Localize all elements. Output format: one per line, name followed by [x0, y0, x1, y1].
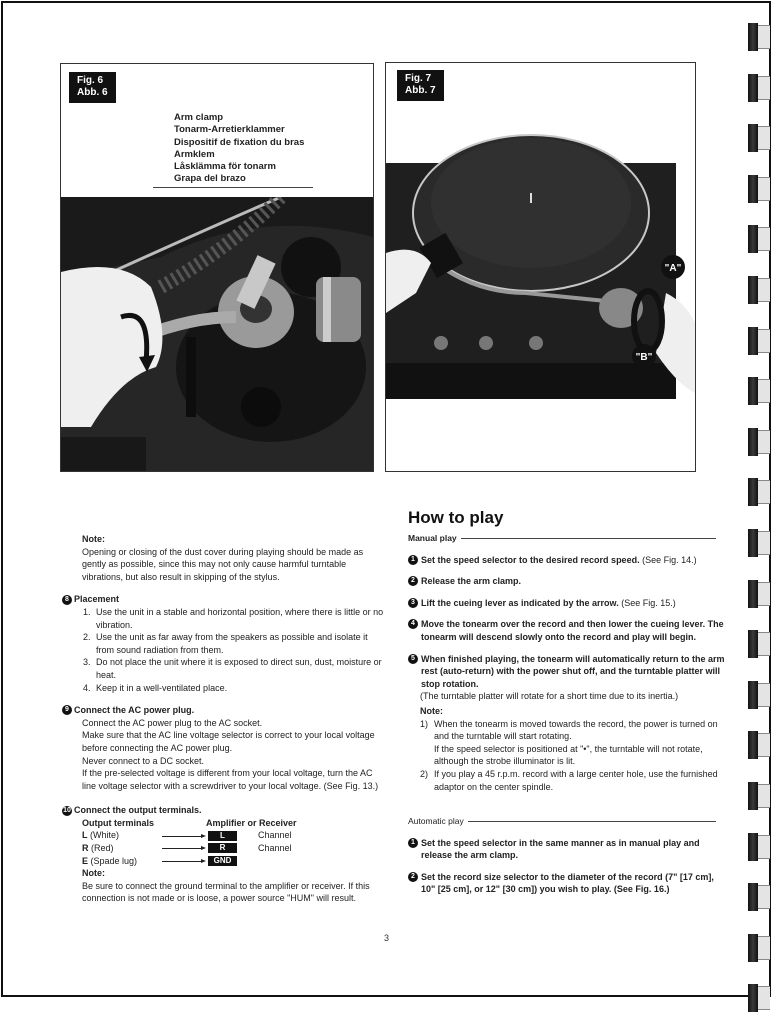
binding-ring	[748, 984, 770, 1012]
figure-7	[385, 62, 696, 472]
note-extra: If the speed selector is positioned at "•", the turntable will not rotate, although the strobe illuminator is lit.	[434, 743, 703, 767]
placement-item: 3. Do not place the unit where it is exposed to direct sun, dust, moisture or heat.	[93, 656, 386, 681]
step-text: Lift the cueing lever as indicated by the arrow.	[421, 597, 619, 608]
arm-clamp-callout	[174, 112, 304, 186]
header-output-terminals: Output terminals	[82, 817, 155, 828]
placement-item: 4. Keep it in a well-ventilated place.	[93, 682, 386, 695]
binding-ring	[748, 934, 770, 962]
binding-ring	[748, 276, 770, 304]
step-reference: (See Fig. 14.)	[639, 554, 697, 565]
binding-ring	[748, 883, 770, 911]
ground-note-label: Note:	[82, 868, 105, 879]
binding-ring	[748, 74, 770, 102]
binding-ring	[748, 327, 770, 355]
callout-label-en: Arm clamp	[174, 112, 224, 123]
step-text: Set the speed selector to the desired record speed.	[421, 554, 640, 565]
terminal-desc: (Spade lug)	[88, 855, 138, 866]
manual-step	[408, 653, 728, 691]
arrow-right-icon	[162, 856, 206, 866]
terminal-key: E	[82, 855, 89, 866]
binding-ring	[748, 782, 770, 810]
step-number-badge: 8	[62, 595, 72, 605]
page-number: 3	[384, 933, 390, 943]
step-text: When finished playing, the tonearm will automatically return to the arm rest (auto-return) with the power shut off, and the turntable platter will stop rotation.	[421, 653, 725, 689]
note-number: 2)	[420, 768, 429, 779]
terminal-row-right	[82, 842, 386, 855]
step-text: Move the tonearm over the record and then lower the cueing lever. The tonearm will descend slowly onto the record and play will begin.	[421, 619, 724, 642]
terminal-box: L	[208, 831, 237, 841]
dust-cover-note-text: Opening or closing of the dust cover during playing should be made as gently as possible, since this may not only cause harmful turntable vibrations, but also result in skipping of the stylus.	[82, 546, 364, 582]
right-column	[408, 508, 728, 896]
terminal-desc: (White)	[87, 830, 119, 841]
callout-label-nl: Armklem	[174, 148, 215, 160]
ac-power-line: Never connect to a DC socket.	[82, 755, 205, 766]
step-number-badge: 9	[62, 705, 72, 715]
marker-a-label: "A"	[664, 263, 682, 274]
dust-cover-note-label: Note:	[82, 534, 105, 544]
note-number: 1)	[420, 718, 429, 729]
header-amplifier: Amplifier or Receiver	[206, 817, 297, 828]
step-text: Set the record size selector to the diameter of the record (7" [17 cm], 10" [25 cm], or 12" [30 cm]) you wish to play. (See Fig. 16.)	[421, 871, 714, 895]
marker-b-label: "B"	[635, 352, 653, 363]
terminal-desc: (Red)	[88, 843, 114, 854]
terminal-box: R	[208, 843, 237, 853]
ac-power-line: Connect the AC power plug to the AC socket.	[82, 717, 263, 728]
figure-7-label-en: Fig. 7	[405, 73, 432, 84]
figure-6	[60, 63, 374, 472]
manual-play-heading	[408, 532, 728, 545]
placement-title: Placement	[74, 594, 120, 605]
arm-clamp-photo	[61, 197, 373, 471]
binding-ring	[748, 681, 770, 709]
ac-power-title: Connect the AC power plug.	[74, 705, 195, 716]
figure-7-label-de: Abb. 7	[405, 85, 436, 96]
arrow-right-icon	[162, 843, 206, 853]
turntable-photo	[386, 63, 695, 471]
output-terminals-title: Connect the output terminals.	[74, 805, 202, 816]
callout-label-sv: Låsklämma för tonarm	[174, 161, 276, 173]
terminal-box: GND	[208, 856, 237, 866]
output-terminals-heading	[62, 804, 386, 817]
how-to-play-title: How to play	[408, 508, 504, 527]
callout-label-es: Grapa del brazo	[174, 173, 246, 185]
placement-heading	[62, 593, 386, 606]
step-number-badge: 10	[63, 806, 71, 814]
spiral-binding	[744, 0, 774, 1000]
binding-ring	[748, 377, 770, 405]
placement-item: 1. Use the unit in a stable and horizontal position, where there is little or no vibration.	[93, 606, 386, 631]
note-text: When the tonearm is moved towards the record, the power is turned on and the turntable will start rotating.	[434, 718, 718, 742]
step-number-badge: 3	[408, 598, 418, 608]
step-text: Release the arm clamp.	[421, 576, 522, 587]
step-number-badge: 1	[408, 838, 418, 848]
automatic-step	[408, 837, 728, 862]
placement-item: 2. Use the unit as far away from the speakers as possible and isolate it from sound radiation from them.	[93, 631, 386, 656]
figure-6-label-de: Abb. 6	[77, 87, 108, 98]
binding-ring	[748, 124, 770, 152]
placement-list	[76, 606, 386, 694]
terminals-table	[82, 817, 386, 905]
terminal-key: L	[82, 830, 88, 841]
binding-ring	[748, 428, 770, 456]
binding-ring	[748, 580, 770, 608]
terminals-header-row	[82, 817, 386, 830]
heading-rule	[461, 538, 716, 539]
step-reference: (See Fig. 15.)	[618, 597, 676, 608]
automatic-step	[408, 871, 728, 896]
step-number-badge: 4	[408, 619, 418, 629]
manual-note-label: Note:	[420, 705, 443, 716]
arrow-right-icon	[162, 831, 206, 841]
terminal-row-ground	[82, 855, 386, 868]
figure-6-tag	[69, 72, 116, 103]
heading-rule	[468, 821, 716, 822]
manual-step	[408, 597, 728, 610]
manual-step	[408, 618, 728, 643]
terminal-key: R	[82, 843, 89, 854]
terminal-channel-label: Channel	[258, 830, 292, 841]
manual-step	[408, 575, 728, 588]
step-number-badge: 5	[408, 654, 418, 664]
terminal-row-left	[82, 829, 386, 842]
note-item	[420, 768, 728, 793]
manual-step	[408, 554, 728, 567]
figure-7-tag	[397, 70, 444, 101]
step-number-badge: 2	[408, 576, 418, 586]
callout-leader-line	[153, 187, 313, 188]
ground-note-text: Be sure to connect the ground terminal to the amplifier or receiver. If this connection is not made or is loose, a power source "HUM" will result.	[82, 880, 370, 904]
figure-6-label-en: Fig. 6	[77, 75, 104, 86]
terminal-channel-label: Channel	[258, 843, 292, 854]
ac-power-heading	[62, 704, 386, 717]
manual-play-label: Manual play	[408, 533, 457, 543]
binding-ring	[748, 225, 770, 253]
automatic-play-heading	[408, 815, 728, 828]
binding-ring	[748, 175, 770, 203]
step-text: Set the speed selector in the same manner as in manual play and release the arm clamp.	[421, 837, 700, 861]
binding-ring	[748, 833, 770, 861]
step-number-badge: 1	[408, 555, 418, 565]
callout-label-fr: Dispositif de fixation du bras	[174, 136, 305, 148]
ac-power-line: If the pre-selected voltage is different from your local voltage, turn the AC line voltage selector with a screwdriver to your local voltage. (See Fig. 13.)	[82, 768, 379, 791]
binding-ring	[748, 478, 770, 506]
manual-note-list	[420, 718, 728, 794]
step-number-badge: 2	[408, 872, 418, 882]
binding-ring	[748, 529, 770, 557]
left-column	[63, 533, 386, 905]
automatic-play-label: Automatic play	[408, 816, 464, 827]
binding-ring	[748, 731, 770, 759]
ac-power-line: Make sure that the AC line voltage selector is correct to your local voltage before connecting the AC power plug.	[82, 730, 375, 753]
note-item	[420, 718, 728, 768]
note-text: If you play a 45 r.p.m. record with a large center hole, use the furnished adaptor on the center spindle.	[434, 768, 718, 792]
callout-label-de: Tonarm-Arretierklammer	[174, 124, 285, 136]
step5-subnote: (The turntable platter will rotate for a short time due to its inertia.)	[420, 691, 679, 702]
binding-ring	[748, 630, 770, 658]
binding-ring	[748, 23, 770, 51]
